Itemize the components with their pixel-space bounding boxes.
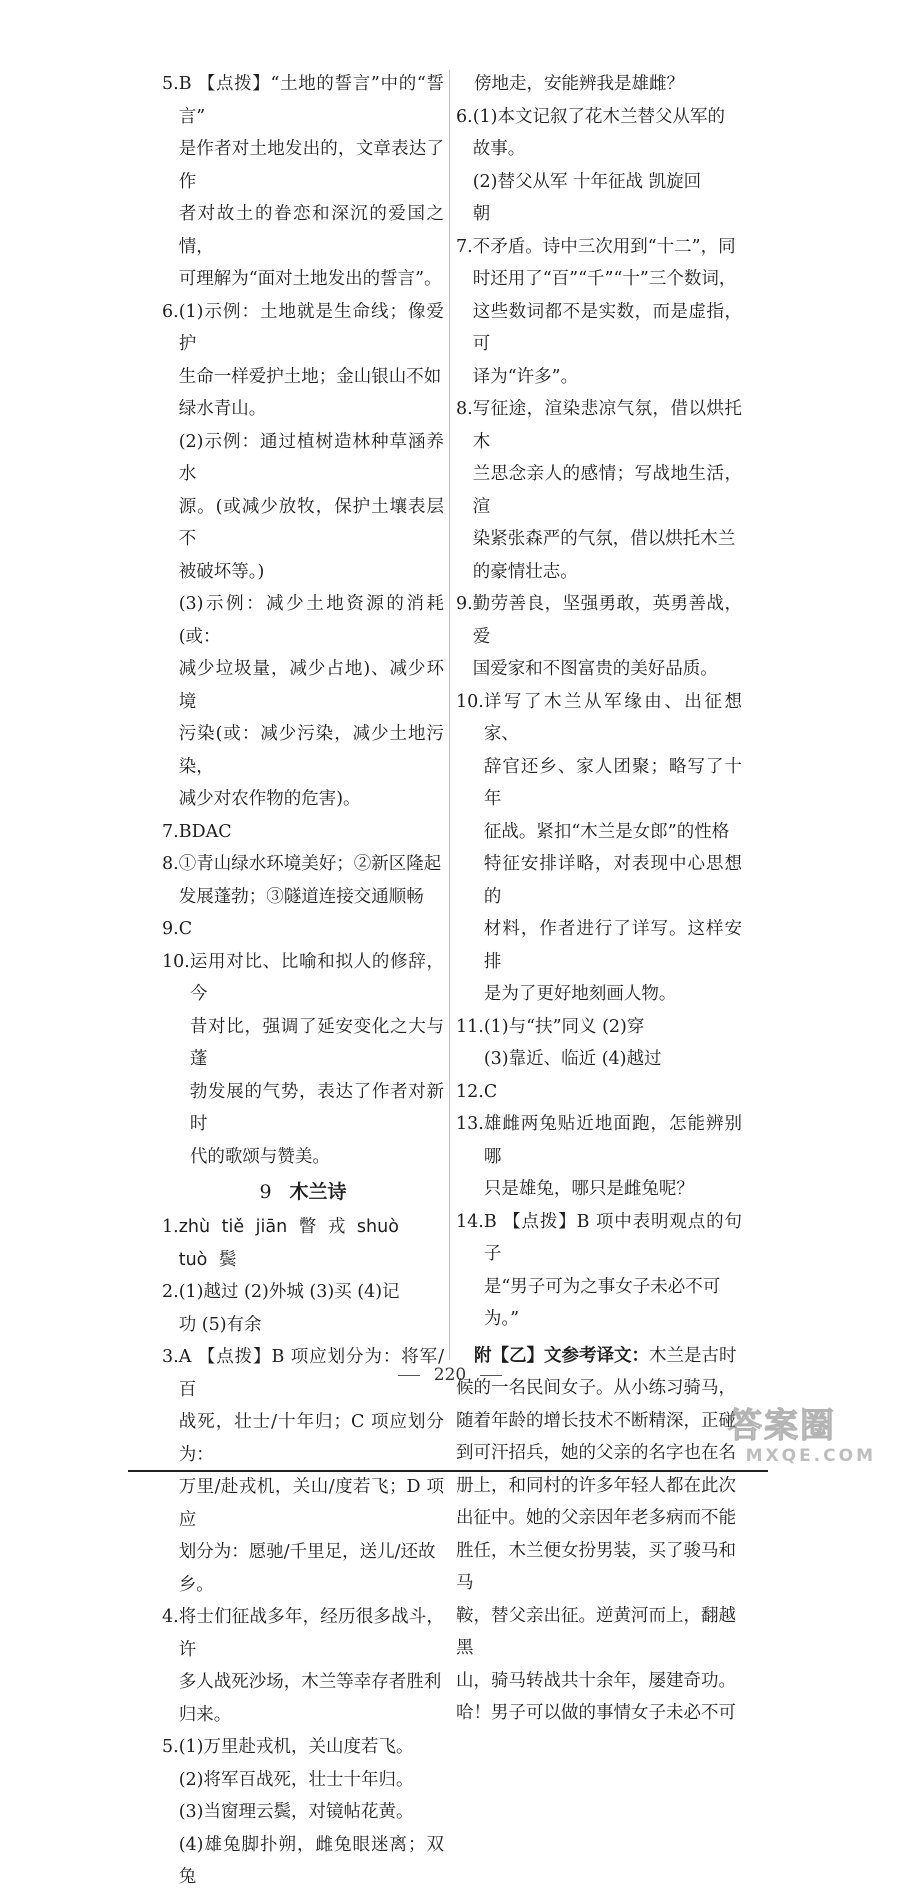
answer-line: (1)万里赴戎机，关山度若飞。 bbox=[178, 1737, 414, 1757]
answer-line: 代的歌颂与赞美。 bbox=[189, 1146, 330, 1167]
answer-item-s4 bbox=[162, 1601, 444, 1731]
answer-item-7 bbox=[162, 816, 444, 849]
answer-line: 源。(或减少放牧，保护土壤表层不 bbox=[178, 496, 444, 549]
answer-line: B 【点拨】“土地的誓言”中的“誓言” bbox=[178, 74, 444, 127]
answer-line: (2)将军百战死，壮士十年归。 bbox=[178, 1769, 414, 1790]
answer-line: (4)雄兔脚扑朔，雌兔眼迷离；双兔 bbox=[178, 1834, 444, 1887]
translation-line: 候的一名民间女子。从小练习骑马， bbox=[456, 1378, 736, 1398]
answer-line: 乡。 bbox=[178, 1574, 214, 1595]
answer-line: 生命一样爱护土地；金山银山不如 bbox=[178, 366, 442, 387]
item-number: 1. bbox=[162, 1217, 179, 1237]
answer-line: 国爱家和不图富贵的美好品质。 bbox=[472, 659, 718, 679]
answer-line: 染紧张森严的气氛，借以烘托木兰 bbox=[472, 529, 736, 549]
answer-line: 划分为：愿驰/千里足，送儿/还故 bbox=[178, 1542, 436, 1562]
answer-line: (1)与“扶”同义 (2)穿 bbox=[483, 1016, 645, 1037]
answer-item-s11 bbox=[456, 1011, 742, 1076]
answer-line: 朝 bbox=[472, 204, 491, 224]
answer-item-s10 bbox=[456, 686, 742, 1011]
answer-item-s2 bbox=[162, 1276, 444, 1341]
answer-line: A 【点拨】B 项应划分为：将军/百 bbox=[178, 1347, 444, 1400]
page-number-dash bbox=[480, 1375, 502, 1376]
answer-item-s6 bbox=[456, 101, 742, 231]
section-title bbox=[162, 1173, 444, 1211]
item-number: 7. bbox=[162, 821, 179, 842]
section-number: 9 bbox=[259, 1181, 272, 1203]
item-number: 14. bbox=[456, 1211, 484, 1232]
item-number: 8. bbox=[456, 399, 473, 419]
answer-line: 特征安排详略，对表现中心思想的 bbox=[483, 854, 742, 907]
column-divider bbox=[449, 70, 450, 1360]
answer-item-9 bbox=[162, 913, 444, 946]
answer-line: 归来。 bbox=[178, 1704, 232, 1725]
pinyin-line: zhù tiě jiān 瞥 戎 shuò bbox=[178, 1217, 399, 1237]
answer-item-5 bbox=[162, 68, 444, 296]
translation-line: 出征中。她的父亲因年老多病而不能 bbox=[456, 1508, 736, 1528]
item-number: 11. bbox=[456, 1016, 484, 1037]
pinyin-line: tuò 鬓 bbox=[178, 1249, 237, 1270]
item-number: 7. bbox=[456, 236, 473, 257]
answer-line: (1)越过 (2)外城 (3)买 (4)记 bbox=[178, 1282, 400, 1302]
item-number: 6. bbox=[162, 301, 179, 322]
translation-label: 附【乙】文参考译文： bbox=[474, 1345, 649, 1366]
answer-line: B 【点拨】B 项中表明观点的句子 bbox=[483, 1211, 742, 1264]
item-number: 9. bbox=[162, 919, 179, 939]
answer-line: 雄雌两兔贴近地面跑，怎能辨别哪 bbox=[483, 1114, 742, 1167]
watermark-url: MXQE.COM bbox=[745, 1446, 876, 1466]
continued-line: 傍地走，安能辨我是雄雌？ bbox=[474, 74, 684, 94]
answer-line: (1)示例：土地就是生命线；像爱护 bbox=[178, 301, 444, 354]
answer-line: 译为“许多”。 bbox=[472, 366, 579, 387]
answer-line: 减少垃圾量，减少占地)、减少环境 bbox=[178, 659, 444, 712]
item-number: 5. bbox=[162, 74, 179, 94]
translation-line: 到可汗招兵，她的父亲的名字也在名 bbox=[456, 1443, 736, 1463]
answer-line: 者对故土的眷恋和深沉的爱国之情， bbox=[178, 204, 444, 257]
item-number: 6. bbox=[456, 106, 473, 127]
answer-line: 被破坏等。) bbox=[178, 561, 265, 582]
reference-translation bbox=[456, 1340, 742, 1730]
answer-line: 辞官还乡、家人团聚；略写了十年 bbox=[483, 756, 742, 809]
answer-line: (3)当窗理云鬓，对镜帖花黄。 bbox=[178, 1802, 414, 1822]
answer-line: 材料，作者进行了详写。这样安排 bbox=[483, 919, 742, 972]
answer-item-s12 bbox=[456, 1076, 742, 1109]
translation-line: 随着年龄的增长技术不断精深，正碰 bbox=[456, 1410, 736, 1431]
answer-item-s14 bbox=[456, 1206, 742, 1336]
answer-line: 战死，壮士/十年归；C 项应划分为： bbox=[178, 1412, 444, 1465]
answer-line: BDAC bbox=[178, 821, 232, 842]
answer-item-8 bbox=[162, 848, 444, 913]
answer-line: 兰思念亲人的感情；写战地生活，渲 bbox=[472, 464, 742, 517]
watermark-text: 答案圈 bbox=[728, 1406, 836, 1446]
answer-line: 的豪情壮志。 bbox=[472, 561, 578, 582]
translation-first-line: 木兰是古时 bbox=[649, 1345, 737, 1366]
answer-line: 是“男子可为之事女子未必不可 bbox=[483, 1276, 721, 1297]
answer-line: 将士们征战多年，经历很多战斗，许 bbox=[178, 1607, 444, 1660]
answer-item-10 bbox=[162, 946, 444, 1174]
answer-item-6 bbox=[162, 296, 444, 816]
answer-line: 勃发展的气势，表达了作者对新时 bbox=[189, 1081, 444, 1134]
answer-line: 运用对比、比喻和拟人的修辞，今 bbox=[189, 951, 444, 1004]
item-number: 4. bbox=[162, 1607, 179, 1627]
answer-item-s7 bbox=[456, 231, 742, 394]
answer-line: (3)靠近、临近 (4)越过 bbox=[483, 1049, 662, 1069]
answer-item-s5 bbox=[162, 1731, 444, 1894]
answer-line: 是为了更好地刻画人物。 bbox=[483, 984, 677, 1004]
answer-line: 绿水青山。 bbox=[178, 399, 267, 419]
page-number bbox=[0, 1365, 900, 1385]
translation-line: 山，骑马转战共十余年，屡建奇功。 bbox=[456, 1670, 736, 1691]
left-column bbox=[162, 68, 444, 1894]
answer-item-s1 bbox=[162, 1211, 444, 1276]
answer-item-s13 bbox=[456, 1108, 742, 1206]
item-number: 10. bbox=[456, 691, 484, 712]
answer-line: 减少对农作物的危害)。 bbox=[178, 789, 361, 809]
answer-line: C bbox=[483, 1081, 498, 1102]
item-number: 9. bbox=[456, 594, 473, 614]
page-number-text: 220 bbox=[433, 1365, 467, 1385]
answer-line: (2)替父从军 十年征战 凯旋回 bbox=[472, 171, 702, 192]
answer-line: ①青山绿水环境美好；②新区隆起 bbox=[178, 854, 442, 874]
answer-line: 写征途，渲染悲凉气氛，借以烘托木 bbox=[472, 399, 742, 452]
answer-line: 多人战死沙场，木兰等幸存者胜利 bbox=[178, 1672, 442, 1692]
translation-line: 哈！男子可以做的事情女子未必不可 bbox=[456, 1703, 736, 1723]
answer-line: 时还用了“百”“千”“十”三个数词， bbox=[472, 269, 737, 289]
answer-line: C bbox=[178, 919, 193, 939]
answer-line: 万里/赴戎机，关山/度若飞；D 项应 bbox=[178, 1477, 444, 1530]
item-number: 5. bbox=[162, 1737, 179, 1757]
item-number: 2. bbox=[162, 1282, 179, 1302]
item-number: 10. bbox=[162, 951, 190, 972]
answer-line: 故事。 bbox=[472, 139, 526, 159]
translation-line: 册上，和同村的许多年轻人都在此次 bbox=[456, 1475, 736, 1496]
answer-line: 这些数词都不是实数，而是虚指，可 bbox=[472, 301, 742, 354]
answer-line: (2)示例：通过植树造林种草涵养水 bbox=[178, 431, 444, 484]
answer-line: 发展蓬勃；③隧道连接交通顺畅 bbox=[178, 886, 424, 907]
item-number: 12. bbox=[456, 1081, 484, 1102]
answer-line: 为。” bbox=[483, 1309, 520, 1329]
answer-line: 征战。紧扣“木兰是女郎”的性格 bbox=[483, 821, 730, 842]
translation-line: 胜任，木兰便女扮男装，买了骏马和马 bbox=[456, 1540, 736, 1593]
answer-line: 功 (5)有余 bbox=[178, 1314, 262, 1335]
answer-line: 详写了木兰从军缘由、出征想家、 bbox=[483, 691, 742, 744]
answer-line: (1)本文记叙了花木兰替父从军的 bbox=[472, 106, 725, 127]
right-column bbox=[456, 68, 742, 1730]
bottom-rule bbox=[128, 1470, 768, 1472]
answer-item-s8 bbox=[456, 393, 742, 588]
answer-line: 可理解为“面对土地发出的誓言”。 bbox=[178, 269, 442, 289]
section-name: 木兰诗 bbox=[289, 1181, 347, 1203]
answer-item-s9 bbox=[456, 588, 742, 686]
answer-line: 只是雄兔，哪只是雌兔呢？ bbox=[483, 1179, 694, 1199]
answer-line: 不矛盾。诗中三次用到“十二”，同 bbox=[472, 236, 736, 257]
answer-line: 勤劳善良，坚强勇敢，英勇善战，爱 bbox=[472, 594, 742, 647]
item-number: 8. bbox=[162, 854, 179, 874]
answer-line: 昔对比，强调了延安变化之大与蓬 bbox=[189, 1016, 444, 1069]
item-number: 3. bbox=[162, 1347, 179, 1367]
translation-line: 鞍，替父亲出征。逆黄河而上，翻越黑 bbox=[456, 1605, 736, 1658]
item-number: 13. bbox=[456, 1114, 484, 1134]
watermark-logo bbox=[728, 1406, 888, 1470]
answer-line: (3)示例：减少土地资源的消耗(或： bbox=[178, 594, 444, 647]
answer-line: 污染(或：减少污染，减少土地污染， bbox=[178, 724, 444, 777]
answer-line: 是作者对土地发出的，文章表达了作 bbox=[178, 139, 444, 192]
page-number-dash bbox=[398, 1375, 420, 1376]
